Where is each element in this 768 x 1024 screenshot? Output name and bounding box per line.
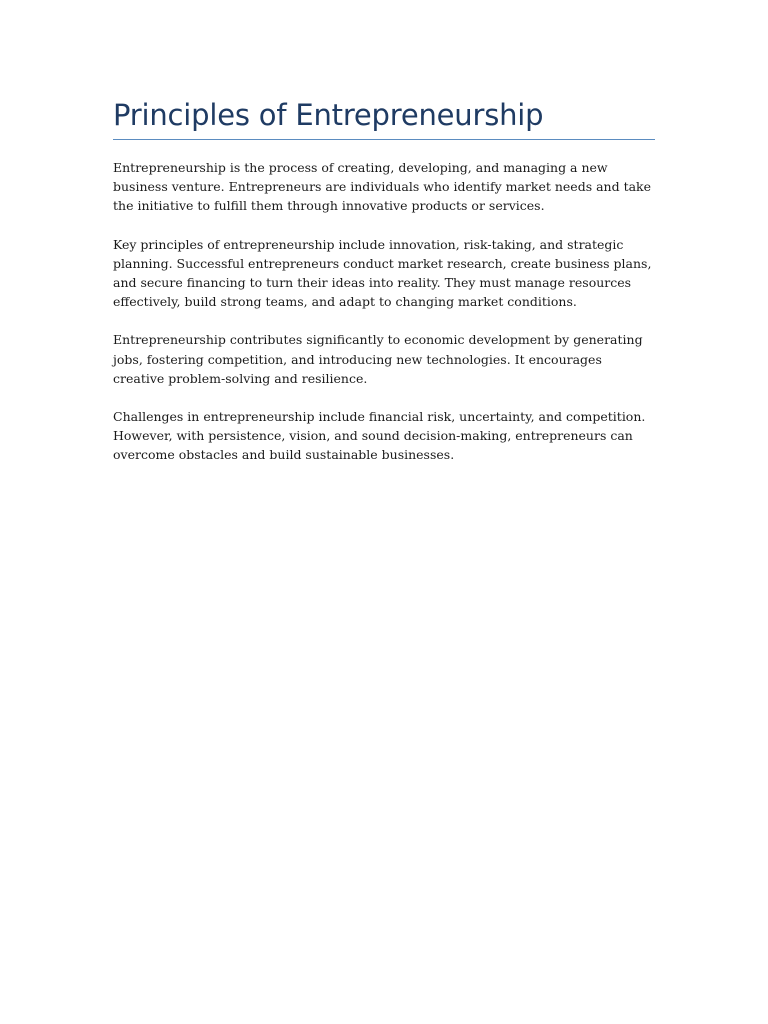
paragraph-intro: Entrepreneurship is the process of creating, developing, and managing a new business venture. Entrepreneurs are individuals who identify market needs and take the initiative to fulfill them through innovative products or services. (113, 160, 652, 214)
document-title: Principles of Entrepreneurship (113, 98, 544, 132)
paragraph-economic-contribution: Entrepreneurship contributes significantly to economic development by generating jobs, fostering competition, and introducing new technologies. It encourages creative problem-solving and resilience. (113, 332, 643, 386)
paragraph-key-principles: Key principles of entrepreneurship include innovation, risk-taking, and strategic planning. Successful entrepreneurs conduct market research, create business plans, and secure financing to turn their ideas into reality. They must manage resources effectively, build strong teams, and adapt to changing market conditions. (113, 236, 652, 310)
paragraph-challenges: Challenges in entrepreneurship include financial risk, uncertainty, and competition. However, with persistence, vision, and sound decision-making, entrepreneurs can overcome obstacles and build sustainable businesses. (113, 409, 646, 463)
title-underline-rule (113, 139, 655, 140)
document-body (113, 96, 655, 484)
